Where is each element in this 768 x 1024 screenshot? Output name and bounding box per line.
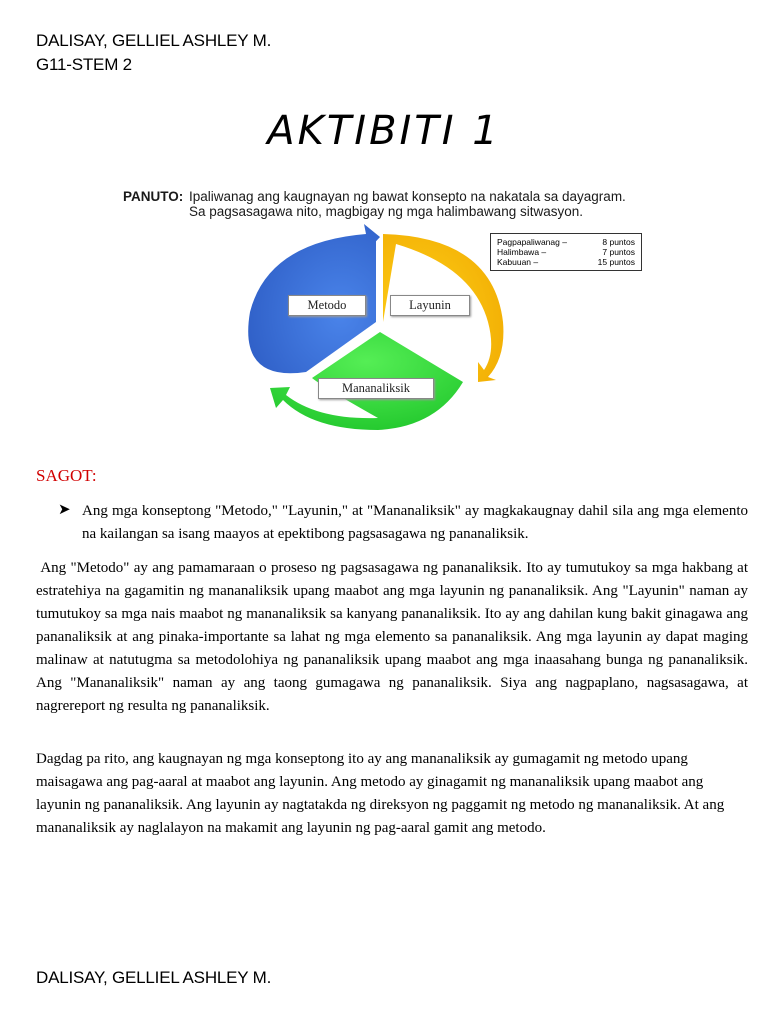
scoring-row <box>497 247 635 257</box>
instructions-text: Ipaliwanag ang kaugnayan ng bawat konsepto na nakatala sa dayagram. Sa pagsasagawa nito, magbigay ng mga halimbawang sitwasyon. <box>189 189 626 219</box>
instructions <box>123 190 643 219</box>
footer-name: DALISAY, GELLIEL ASHLEY M. <box>36 968 272 987</box>
cycle-diagram <box>118 182 658 450</box>
mananaliksik-label: Mananaliksik <box>318 378 434 399</box>
answer-paragraph-2: Dagdag pa rito, ang kaugnayan ng mga konseptong ito ay ang mananaliksik ay gumagamit ng metodo upang maisagawa ang pag-aaral at maabot ang layunin. Ang metodo ay ginagamit ng mananaliksik upang maabot ang layunin ng pananaliksik. Ang layunin ay nagtatakda ng direksyon ng paggamit ng metodo ng mananaliksik. At ang mananaliksik ay naglalayon na makamit ang layunin ng pag-aaral gamit ang metodo. <box>36 751 725 836</box>
student-section: G11-STEM 2 <box>36 55 132 74</box>
scoring-row <box>497 257 635 267</box>
instructions-label: PANUTO: <box>123 189 184 204</box>
metodo-label: Metodo <box>288 295 366 316</box>
scoring-label: Halimbawa – <box>497 247 547 257</box>
scoring-label: Kabuuan – <box>497 257 539 267</box>
page-title: AKTIBITI 1 <box>267 108 501 154</box>
scoring-row <box>497 237 635 247</box>
answer-bullet: Ang mga konseptong "Metodo," "Layunin," at "Mananaliksik" ay magkakaugnay dahil sila ang mga elemento na kailangan sa isang maayos at epektibong pagsasagawa ng pananaliksik. <box>82 503 748 542</box>
scoring-points: 7 puntos <box>602 247 635 257</box>
scoring-box <box>490 233 642 271</box>
student-name: DALISAY, GELLIEL ASHLEY M. <box>36 31 272 50</box>
bullet-arrow-icon: ➤ <box>58 502 71 518</box>
layunin-label: Layunin <box>390 295 470 316</box>
answer-paragraph-1: Ang "Metodo" ay ang pamamaraan o proseso ng pagsasagawa ng pananaliksik. Ito ay tumutukoy sa mga hakbang at estratehiya na gagamitin ng mananaliksik upang maabot ang mga layunin ng pananaliksik. Ang "Layunin" naman ay tumutukoy sa mga nais maabot ng mananaliksik sa kanyang pananaliksik. Ito ay ang dahilan kung bakit ginagawa ang pananaliksik at ang pinaka-importante sa lahat ng mga elemento sa pananaliksik. Ang mga layunin ay dapat maging malinaw at natutugma sa metodolohiya ng pananaliksik upang maabot ang mga inaasahang bunga ng pananaliksik. Ang "Mananaliksik" naman ay ang taong gumagawa ng pananaliksik. Siya ang nagpaplano, nagsasagawa, at nagrereport ng resulta ng pananaliksik. <box>36 560 752 714</box>
scoring-points: 15 puntos <box>597 257 635 267</box>
scoring-points: 8 puntos <box>602 237 635 247</box>
answer-label: SAGOT: <box>36 466 97 485</box>
scoring-label: Pagpapaliwanag – <box>497 237 567 247</box>
